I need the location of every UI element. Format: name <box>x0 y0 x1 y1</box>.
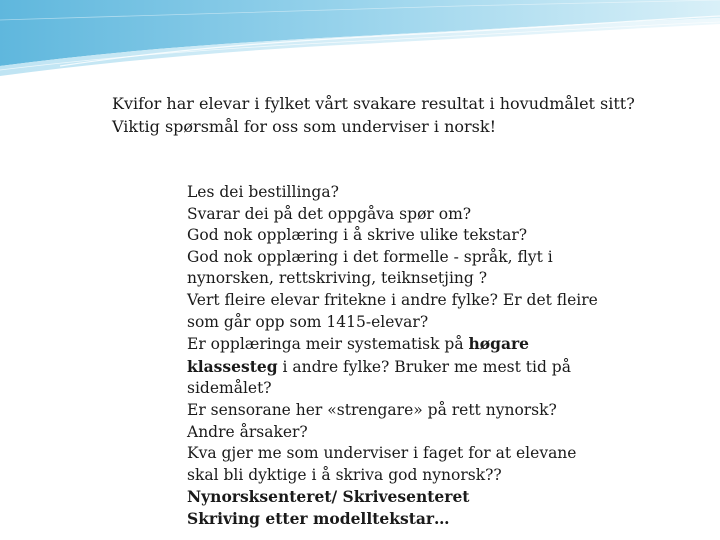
list-line-bold: Nynorsksenteret/ Skrivesenteret <box>187 487 470 507</box>
list-text: Er opplæringa meir systematisk på <box>187 335 469 354</box>
list-line: Kva gjer me som underviser i faget for at elevane <box>187 444 577 463</box>
list-line <box>187 356 627 379</box>
list-line-bold: Skriving etter modelltekstar… <box>187 508 450 528</box>
list-line: som går opp som 1415-elevar? <box>187 312 429 331</box>
list-line: sidemålet? <box>187 379 272 398</box>
list-line: Er sensorane her «strengare» på rett nynorsk? <box>187 400 557 419</box>
header-wave-decoration <box>0 0 720 80</box>
list-line: skal bli dyktige i å skriva god nynorsk?? <box>187 465 502 484</box>
heading-line-1: Kvifor har elevar i fylket vårt svakare resultat i hovudmålet sitt? <box>112 94 635 113</box>
question-list <box>187 182 627 530</box>
list-line: Vert fleire elevar fritekne i andre fylke? Er det fleire <box>187 290 598 309</box>
list-line: Andre årsaker? <box>187 422 308 441</box>
list-line: Les dei bestillinga? <box>187 183 339 201</box>
list-line: nynorsken, rettskriving, teiknsetjing ? <box>187 269 488 288</box>
list-text: i andre fylke? Bruker me mest tid på <box>277 357 571 376</box>
list-line <box>187 333 627 356</box>
list-text-bold: klassesteg <box>187 356 278 376</box>
list-text-bold: høgare <box>468 334 530 354</box>
list-line: God nok opplæring i det formelle - språk, flyt i <box>187 247 553 266</box>
list-line: Svarar dei på det oppgåva spør om? <box>187 204 472 223</box>
heading-line-2: Viktig spørsmål for oss som underviser i norsk! <box>112 117 497 136</box>
list-line: God nok opplæring i å skrive ulike tekstar? <box>187 226 528 245</box>
slide-heading <box>112 92 672 138</box>
